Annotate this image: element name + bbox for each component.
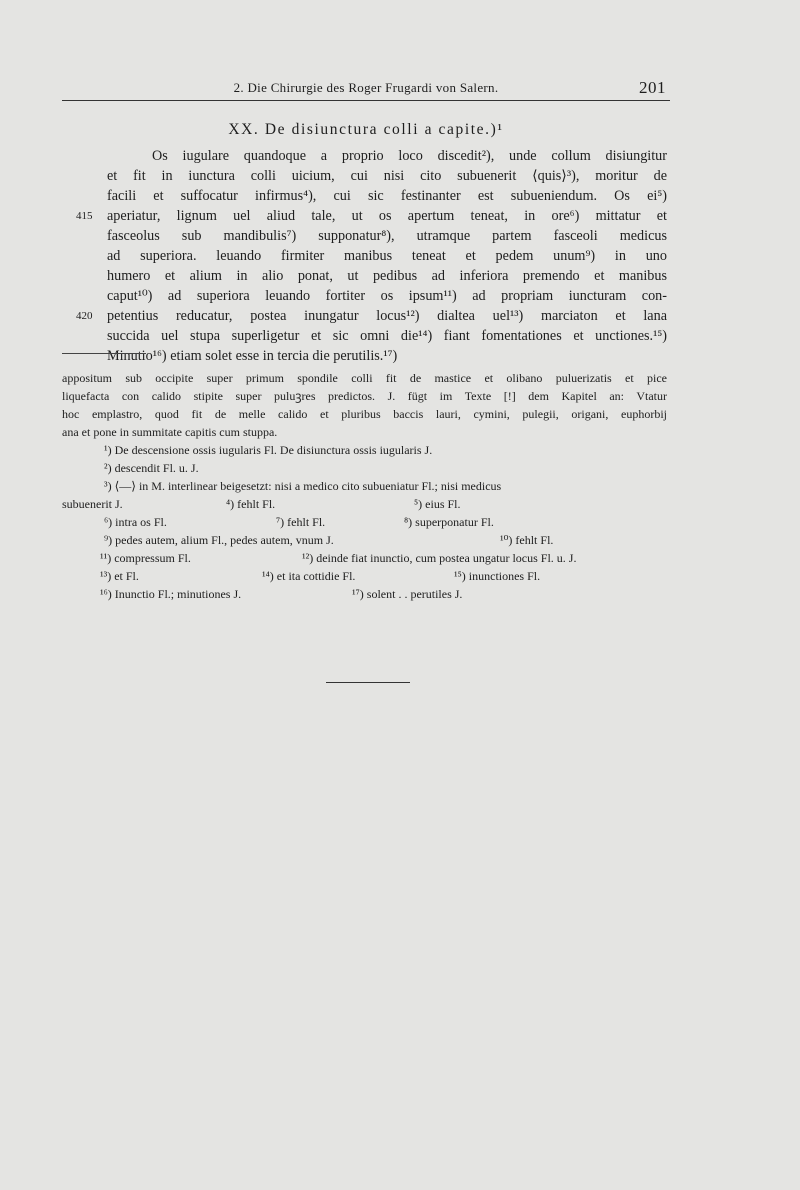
footnote-12: ¹²) deinde fiat inunctio, cum postea ungatur locus Fl. u. J.: [302, 551, 577, 565]
footnote-5: ⁵) eius Fl.: [414, 497, 461, 511]
footnote-17: ¹⁷) solent . . perutiles J.: [352, 587, 463, 601]
footnote-15: ¹⁵) inunctiones Fl.: [454, 569, 541, 583]
footnote-row: [62, 567, 672, 585]
body-line: Minutio¹⁶) etiam solet esse in tercia die perutilis.¹⁷): [107, 348, 398, 364]
footnote-row: [62, 477, 672, 495]
footnote-13: ¹³) et Fl.: [100, 569, 139, 583]
footnote-3: ³) ⟨—⟩ in M. interlinear beigesetzt: nisi a medico cito subueniatur Fl.; nisi medicus: [104, 479, 502, 493]
footnote-10: ¹⁰) fehlt Fl.: [500, 533, 554, 547]
footnote-continuation-line: ana et pone in summitate capitis cum stuppa.: [62, 425, 278, 439]
footnote-row: [62, 513, 672, 531]
body-line: et fit in iunctura colli uicium, cui nisi cito subuenerit ⟨quis⟩³), moritur de: [107, 168, 667, 184]
body-line: succida uel stupa superligetur et sic omni die¹⁴) fiant fomentationes et unctiones.¹⁵): [107, 328, 667, 344]
body-line: fasceolus sub mandibulis⁷) supponatur⁸), utramque partem fasceoli medicus: [107, 228, 667, 244]
footnote-row: [62, 585, 672, 603]
footnote-row: [62, 495, 672, 513]
body-line: Os iugulare quandoque a proprio loco discedit²), unde collum disiungitur: [152, 148, 667, 164]
footnote-separator: [62, 353, 146, 354]
body-line: humero et alium in alio ponat, ut pedibus ad inferiora premendo et manibus: [107, 268, 667, 284]
end-rule: [326, 682, 410, 683]
footnote-row: [62, 531, 672, 549]
footnote-4: ⁴) fehlt Fl.: [226, 497, 276, 511]
footnote-7: ⁷) fehlt Fl.: [276, 515, 326, 529]
footnote-row: [62, 441, 672, 459]
body-line: facili et suffocatur infirmus⁴), cui sic festinanter est subueniendum. Os ei⁵): [107, 188, 667, 204]
body-line: aperiatur, lignum uel aliud tale, ut os apertum teneat, in ore⁶) mittatur et: [107, 208, 667, 224]
footnote-continuation-line: liquefacta con calido stipite super puluꝫres predictos. J. fügt im Texte [!] dem Kapitel an: Vtatur: [62, 389, 667, 403]
footnote-9: ⁹) pedes autem, alium Fl., pedes autem, vnum J.: [104, 533, 334, 547]
footnote-14: ¹⁴) et ita cottidie Fl.: [262, 569, 356, 583]
footnote-16: ¹⁶) Inunctio Fl.; minutiones J.: [100, 587, 242, 601]
footnote-6: ⁶) intra os Fl.: [104, 515, 167, 529]
body-line: petentius reducatur, postea inungatur locus¹²) dialtea uel¹³) marciaton et lana: [107, 308, 667, 324]
footnote-1: ¹) De descensione ossis iugularis Fl. De disiunctura ossis iugularis J.: [104, 443, 433, 457]
line-number: 420: [76, 310, 93, 322]
footnote-continuation-line: hoc emplastro, quod fit de melle calido et pluribus baccis lauri, cymini, pulegii, origani, euphorbij: [62, 407, 667, 421]
footnote-3-cont: subuenerit J.: [62, 497, 123, 511]
running-title: 2. Die Chirurgie des Roger Frugardi von Salern.: [233, 80, 499, 95]
footnote-11: ¹¹) compressum Fl.: [100, 551, 191, 565]
footnote-row: [62, 549, 672, 567]
line-number: 415: [76, 210, 93, 222]
section-title: XX. De disiunctura colli a capite.)¹: [228, 121, 504, 138]
page-header: [62, 76, 670, 101]
body-line: caput¹⁰) ad superiora leuando fortiter os ipsum¹¹) ad propriam iuncturam con-: [107, 288, 667, 304]
footnote-8: ⁸) superponatur Fl.: [404, 515, 494, 529]
footnote-2: ²) descendit Fl. u. J.: [104, 461, 199, 475]
page-number: 201: [639, 78, 666, 97]
body-line: ad superiora. leuando firmiter manibus teneat et pedem unum⁹) in uno: [107, 248, 667, 264]
footnote-continuation-line: appositum sub occipite super primum spondile colli fit de mastice et olibano puluerizatis et pice: [62, 371, 667, 385]
footnote-row: [62, 459, 672, 477]
